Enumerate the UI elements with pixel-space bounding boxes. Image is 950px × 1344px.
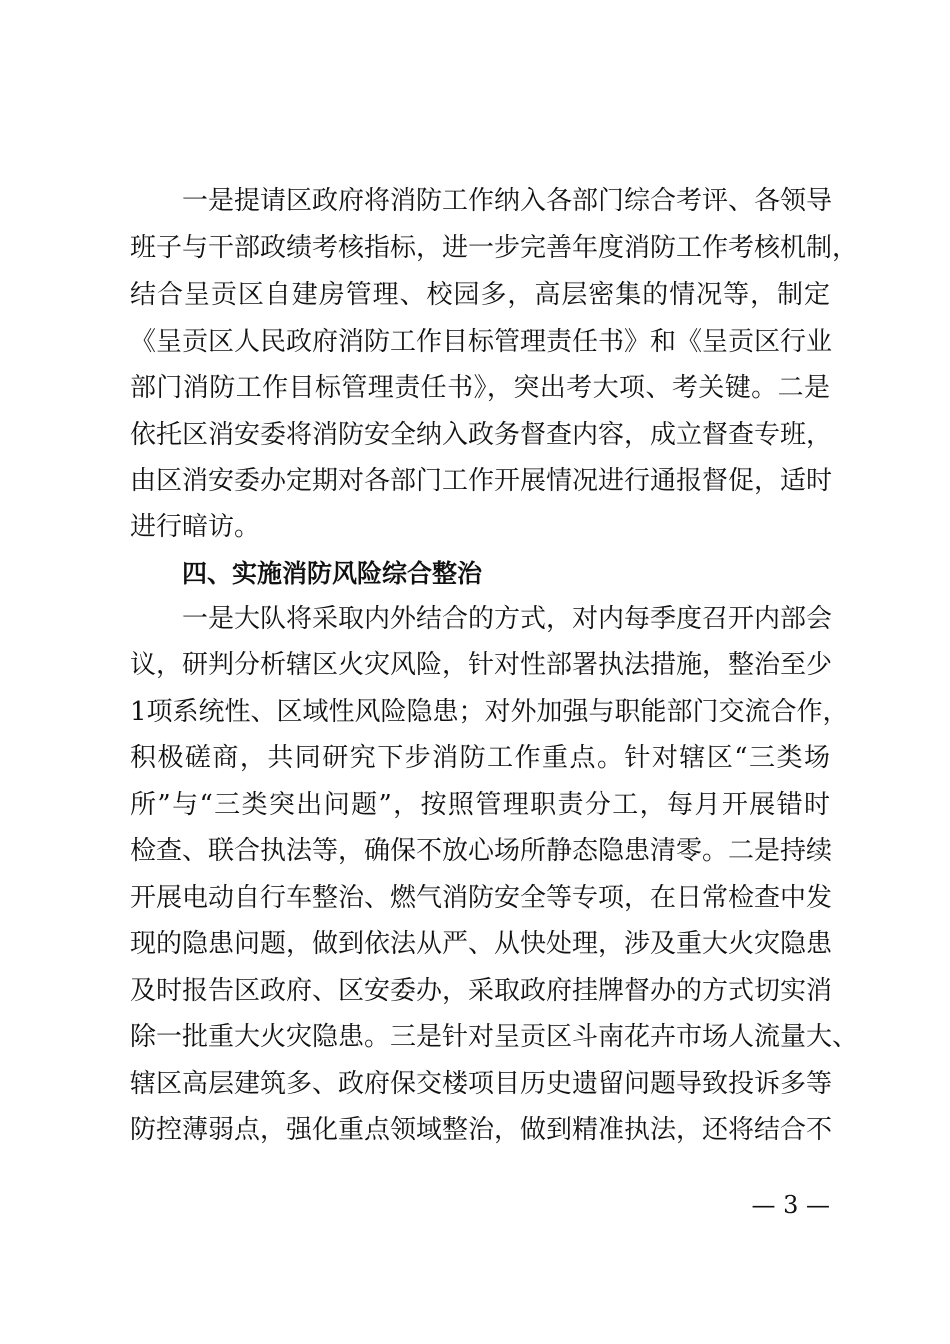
text-line: 部门消防工作目标管理责任书》，突出考大项、考关键。二是 bbox=[130, 373, 830, 403]
text-line: 及时报告区政府、区安委办，采取政府挂牌督办的方式切实消 bbox=[130, 976, 833, 1006]
text-line: 积极磋商，共同研究下步消防工作重点。针对辖区“三类场 bbox=[130, 743, 830, 773]
text-line: 进行暗访。 bbox=[130, 512, 261, 542]
text-line: 防控薄弱点，强化重点领域整治，做到精准执法，还将结合不 bbox=[130, 1115, 833, 1145]
text-line: 开展电动自行车整治、燃气消防安全等专项，在日常检查中发 bbox=[130, 883, 833, 913]
text-line: 结合呈贡区自建房管理、校园多，高层密集的情况等，制定 bbox=[130, 280, 830, 310]
text-line: 现的隐患问题，做到依法从严、从快处理，涉及重大火灾隐患 bbox=[130, 929, 833, 959]
text-line: 《呈贡区人民政府消防工作目标管理责任书》和《呈贡区行业 bbox=[130, 327, 833, 357]
section-heading: 四、实施消防风险综合整治 bbox=[182, 559, 483, 588]
text-line: 一是大队将采取内外结合的方式，对内每季度召开内部会 bbox=[182, 604, 833, 634]
text-line: 一是提请区政府将消防工作纳入各部门综合考评、各领导 bbox=[182, 186, 833, 216]
text-line: 辖区高层建筑多、政府保交楼项目历史遗留问题导致投诉多等 bbox=[130, 1069, 833, 1099]
text-line: 议，研判分析辖区火灾风险，针对性部署执法措施，整治至少 bbox=[130, 650, 833, 680]
text-line: 所”与“三类突出问题”，按照管理职责分工，每月开展错时 bbox=[130, 790, 830, 820]
text-line: 1项系统性、区域性风险隐患；对外加强与职能部门交流合作， bbox=[130, 697, 849, 727]
text-line: 依托区消安委将消防安全纳入政务督查内容，成立督查专班， bbox=[130, 420, 833, 450]
text-line: 除一批重大火灾隐患。三是针对呈贡区斗南花卉市场人流量大、 bbox=[130, 1022, 859, 1052]
text-line: 由区消安委办定期对各部门工作开展情况进行通报督促，适时 bbox=[130, 466, 833, 496]
text-line: 班子与干部政绩考核指标，进一步完善年度消防工作考核机制， bbox=[130, 233, 859, 263]
page-number: — 3 — bbox=[751, 1191, 830, 1219]
text-line: 检查、联合执法等，确保不放心场所静态隐患清零。二是持续 bbox=[130, 836, 833, 866]
